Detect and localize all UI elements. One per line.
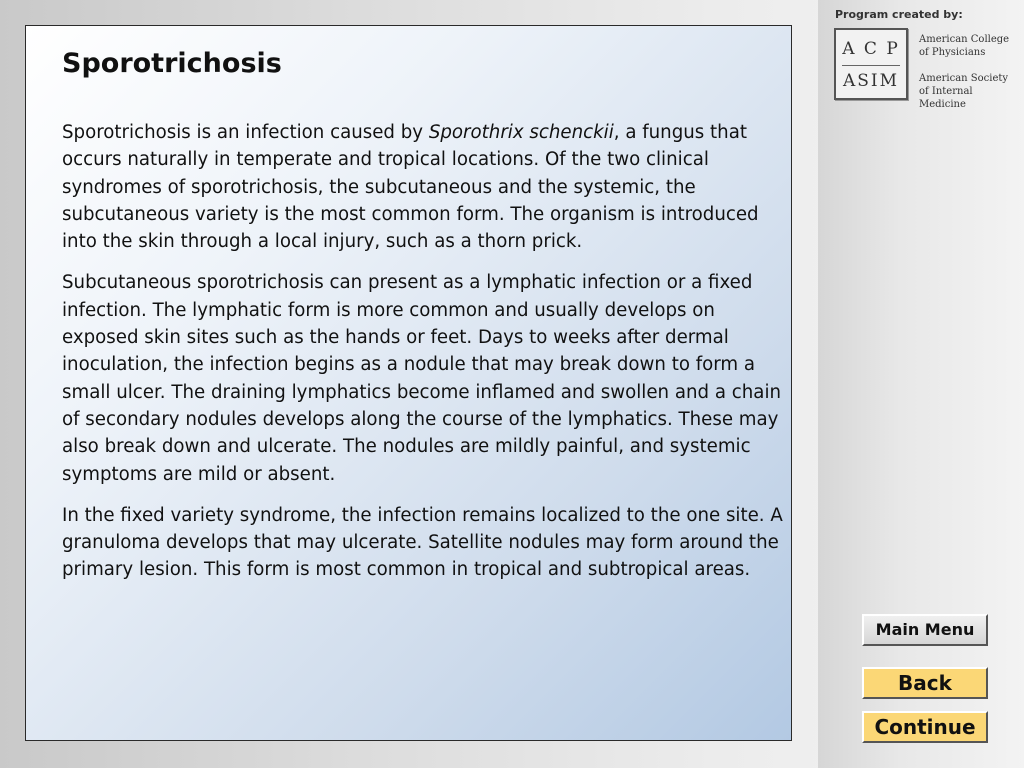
main-menu-button[interactable]: Main Menu bbox=[862, 614, 988, 646]
org-asim-line2: of Internal Medicine bbox=[919, 86, 973, 110]
logo-acp-text: A C P bbox=[842, 39, 900, 59]
paragraph-1-end: , a fungus that occurs naturally in temperate and tropical locations. Of the two clinical syndromes of sporotrichosis, the subcutaneous and the systemic, the subcutaneous variety is the most common form. The organism is introduced into the skin through a local injury, such as a thorn prick. bbox=[62, 122, 759, 253]
paragraph-3: In the fixed variety syndrome, the infection remains localized to the one site. A granuloma develops that may ulcerate. Satellite nodules may form around the primary lesion. This form is most common in tropical and subtropical areas. bbox=[62, 504, 783, 581]
paragraph-2: Subcutaneous sporotrichosis can present as a lymphatic infection or a fixed infection. The lymphatic form is more common and usually develops on exposed skin sites such as the hands or feet. Days to weeks after dermal inoculation, the infection begins as a nodule that may break down to form a small ulcer. The draining lymphatics become inflamed and swollen and a chain of secondary nodules develops along the course of the lymphatics. These may also break down and ulcerate. The nodules are mildly painful, and systemic symptoms are mild or absent. bbox=[62, 272, 782, 485]
content-panel bbox=[25, 25, 792, 741]
org-asim-line1: American Society bbox=[919, 73, 1009, 84]
acp-asim-logo bbox=[834, 28, 908, 100]
organism-name: Sporothrix schenckii bbox=[428, 122, 614, 143]
paragraph-1-start: Sporotrichosis is an infection caused by bbox=[62, 122, 429, 143]
org-acp-line1: American College bbox=[919, 34, 1010, 45]
page-title: Sporotrichosis bbox=[62, 48, 282, 79]
org-acp-line2: of Physicians bbox=[919, 47, 986, 58]
logo-divider bbox=[842, 65, 900, 66]
continue-button[interactable]: Continue bbox=[862, 711, 988, 743]
org-asim bbox=[919, 72, 1021, 111]
credit-label: Program created by: bbox=[835, 8, 963, 21]
back-button[interactable]: Back bbox=[862, 667, 988, 699]
paragraph-1 bbox=[62, 119, 784, 255]
sidebar bbox=[818, 0, 1024, 768]
org-acp bbox=[919, 33, 1021, 59]
article-body bbox=[62, 119, 784, 598]
logo-asim-text: ASIM bbox=[842, 71, 900, 91]
